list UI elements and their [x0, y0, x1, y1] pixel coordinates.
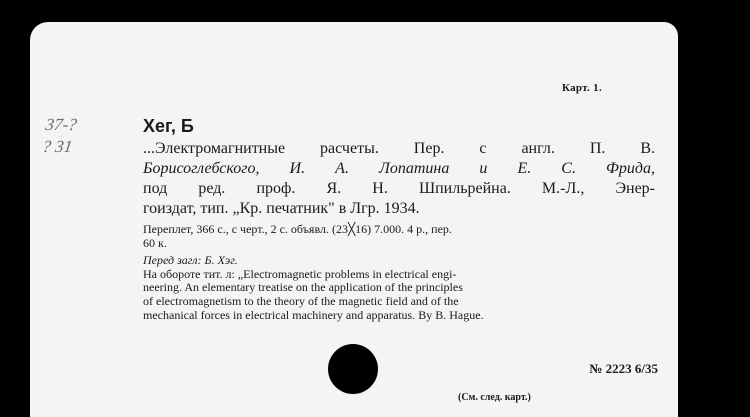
author-heading: Хег, Б	[143, 116, 194, 136]
physical-description-line: 60 к.	[143, 235, 167, 250]
title-line: гоиздат, тип. „Кр. печатник" в Лгр. 1934.	[143, 200, 420, 217]
card-number: Карт. 1.	[561, 82, 602, 94]
call-number-line: 37-?	[44, 115, 79, 134]
note-line: Перед загл: Б. Хэг.	[143, 253, 238, 268]
note-line: of electromagnetism to the theory of the magnetic field and of the	[143, 293, 459, 308]
title-line: Борисоглебского, И. А. Лопатина и Е. С. Фрида,	[143, 160, 655, 177]
note-line: На обороте тит. л: „Electromagnetic problems in electrical engi-	[143, 266, 457, 281]
accession-number: № 2223 6/35	[589, 361, 658, 376]
punch-hole	[328, 344, 378, 394]
physical-description-line: Переплет, 366 с., с черт., 2 с. объявл. (23╳16) 7.000. 4 р., пер.	[143, 222, 452, 236]
note-line: neering. An elementary treatise on the application of the principles	[143, 280, 463, 295]
bibliographic-entry	[143, 139, 655, 322]
call-number-line: ? 31	[41, 137, 74, 156]
call-number	[41, 114, 78, 158]
see-next-card: (См. след. карт.)	[458, 392, 531, 403]
title-line: ...Электромагнитные расчеты. Пер. с англ. П. В.	[143, 140, 655, 157]
title-line: под ред. проф. Я. Н. Шпильрейна. М.-Л., Энер-	[143, 180, 655, 197]
note-line: mechanical forces in electrical machinery and apparatus. By B. Hague.	[143, 307, 484, 322]
catalog-card	[30, 22, 678, 417]
